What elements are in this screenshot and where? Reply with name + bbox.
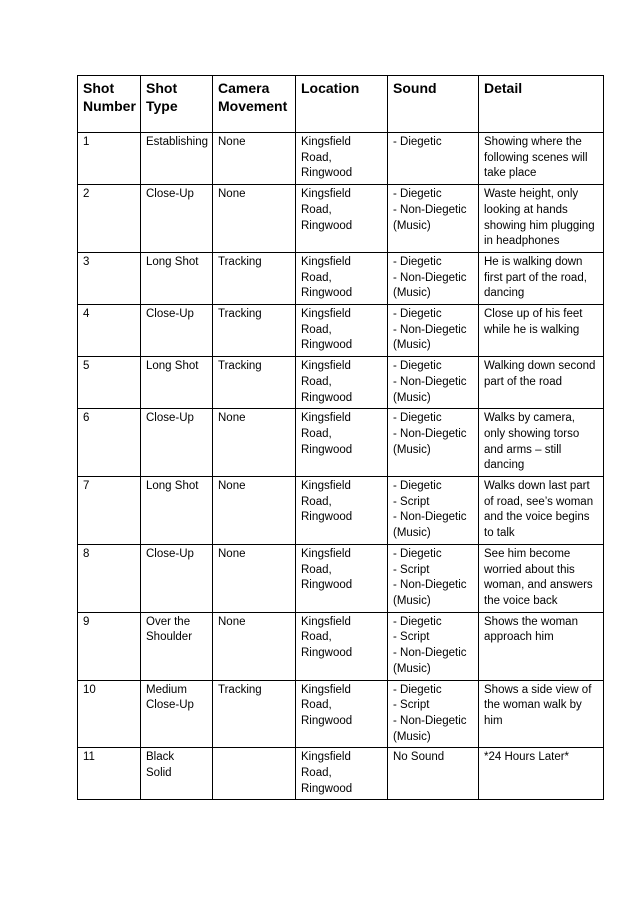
detail-cell: Shows a side view of the woman walk by him: [479, 680, 604, 748]
table-row: [78, 612, 604, 680]
sound-cell: - Diegetic - Script - Non-Diegetic (Music): [388, 544, 479, 612]
shot-number-cell: 4: [78, 305, 141, 357]
camera-movement-cell: None: [213, 612, 296, 680]
detail-cell: Waste height, only looking at hands showing him plugging in headphones: [479, 185, 604, 253]
header-sound: Sound: [388, 76, 479, 133]
location-cell: Kingsfield Road, Ringwood: [296, 680, 388, 748]
sound-cell: - Diegetic - Script - Non-Diegetic (Music): [388, 612, 479, 680]
shot-number-cell: 7: [78, 477, 141, 545]
header-detail: Detail: [479, 76, 604, 133]
location-cell: Kingsfield Road, Ringwood: [296, 748, 388, 800]
camera-movement-cell: Tracking: [213, 357, 296, 409]
camera-movement-cell: None: [213, 409, 296, 477]
shot-type-cell: Close-Up: [141, 409, 213, 477]
location-cell: Kingsfield Road, Ringwood: [296, 544, 388, 612]
camera-movement-cell: [213, 748, 296, 800]
detail-cell: Shows the woman approach him: [479, 612, 604, 680]
location-cell: Kingsfield Road, Ringwood: [296, 305, 388, 357]
sound-cell: - Diegetic - Non-Diegetic (Music): [388, 357, 479, 409]
detail-cell: Showing where the following scenes will take place: [479, 133, 604, 185]
shot-type-cell: Over the Shoulder: [141, 612, 213, 680]
sound-cell: - Diegetic - Non-Diegetic (Music): [388, 305, 479, 357]
detail-cell: Close up of his feet while he is walking: [479, 305, 604, 357]
header-shot-number: Shot Number: [78, 76, 141, 133]
shot-type-cell: Close-Up: [141, 544, 213, 612]
shot-number-cell: 8: [78, 544, 141, 612]
shot-number-cell: 9: [78, 612, 141, 680]
table-row: [78, 185, 604, 253]
sound-cell: - Diegetic - Script - Non-Diegetic (Music): [388, 680, 479, 748]
shot-type-cell: Long Shot: [141, 477, 213, 545]
table-row: [78, 357, 604, 409]
detail-cell: He is walking down first part of the road, dancing: [479, 252, 604, 304]
header-camera-movement: Camera Movement: [213, 76, 296, 133]
table-row: [78, 305, 604, 357]
shot-number-cell: 5: [78, 357, 141, 409]
shot-type-cell: Establishing: [141, 133, 213, 185]
shot-number-cell: 1: [78, 133, 141, 185]
header-location: Location: [296, 76, 388, 133]
camera-movement-cell: Tracking: [213, 305, 296, 357]
table-row: [78, 409, 604, 477]
camera-movement-cell: None: [213, 133, 296, 185]
shot-type-cell: Close-Up: [141, 185, 213, 253]
location-cell: Kingsfield Road, Ringwood: [296, 133, 388, 185]
sound-cell: - Diegetic - Non-Diegetic (Music): [388, 185, 479, 253]
shot-list-table: [77, 75, 604, 800]
header-shot-type: Shot Type: [141, 76, 213, 133]
table-row: [78, 133, 604, 185]
detail-cell: See him become worried about this woman, and answers the voice back: [479, 544, 604, 612]
camera-movement-cell: Tracking: [213, 680, 296, 748]
location-cell: Kingsfield Road, Ringwood: [296, 252, 388, 304]
camera-movement-cell: None: [213, 544, 296, 612]
detail-cell: Walks down last part of road, see’s woman and the voice begins to talk: [479, 477, 604, 545]
table-row: [78, 748, 604, 800]
table-row: [78, 477, 604, 545]
shot-type-cell: Close-Up: [141, 305, 213, 357]
camera-movement-cell: Tracking: [213, 252, 296, 304]
location-cell: Kingsfield Road, Ringwood: [296, 185, 388, 253]
sound-cell: - Diegetic - Non-Diegetic (Music): [388, 409, 479, 477]
header-row: [78, 76, 604, 133]
shot-type-cell: Medium Close-Up: [141, 680, 213, 748]
shot-type-cell: Long Shot: [141, 252, 213, 304]
shot-number-cell: 10: [78, 680, 141, 748]
detail-cell: Walking down second part of the road: [479, 357, 604, 409]
location-cell: Kingsfield Road, Ringwood: [296, 477, 388, 545]
shot-number-cell: 6: [78, 409, 141, 477]
camera-movement-cell: None: [213, 477, 296, 545]
shot-type-cell: Black Solid: [141, 748, 213, 800]
location-cell: Kingsfield Road, Ringwood: [296, 357, 388, 409]
shot-number-cell: 3: [78, 252, 141, 304]
shot-number-cell: 2: [78, 185, 141, 253]
camera-movement-cell: None: [213, 185, 296, 253]
table-row: [78, 680, 604, 748]
sound-cell: - Diegetic - Script - Non-Diegetic (Music): [388, 477, 479, 545]
detail-cell: *24 Hours Later*: [479, 748, 604, 800]
table-row: [78, 252, 604, 304]
table-row: [78, 544, 604, 612]
sound-cell: - Diegetic - Non-Diegetic (Music): [388, 252, 479, 304]
shot-number-cell: 11: [78, 748, 141, 800]
detail-cell: Walks by camera, only showing torso and arms – still dancing: [479, 409, 604, 477]
sound-cell: No Sound: [388, 748, 479, 800]
sound-cell: - Diegetic: [388, 133, 479, 185]
location-cell: Kingsfield Road, Ringwood: [296, 612, 388, 680]
shot-type-cell: Long Shot: [141, 357, 213, 409]
location-cell: Kingsfield Road, Ringwood: [296, 409, 388, 477]
